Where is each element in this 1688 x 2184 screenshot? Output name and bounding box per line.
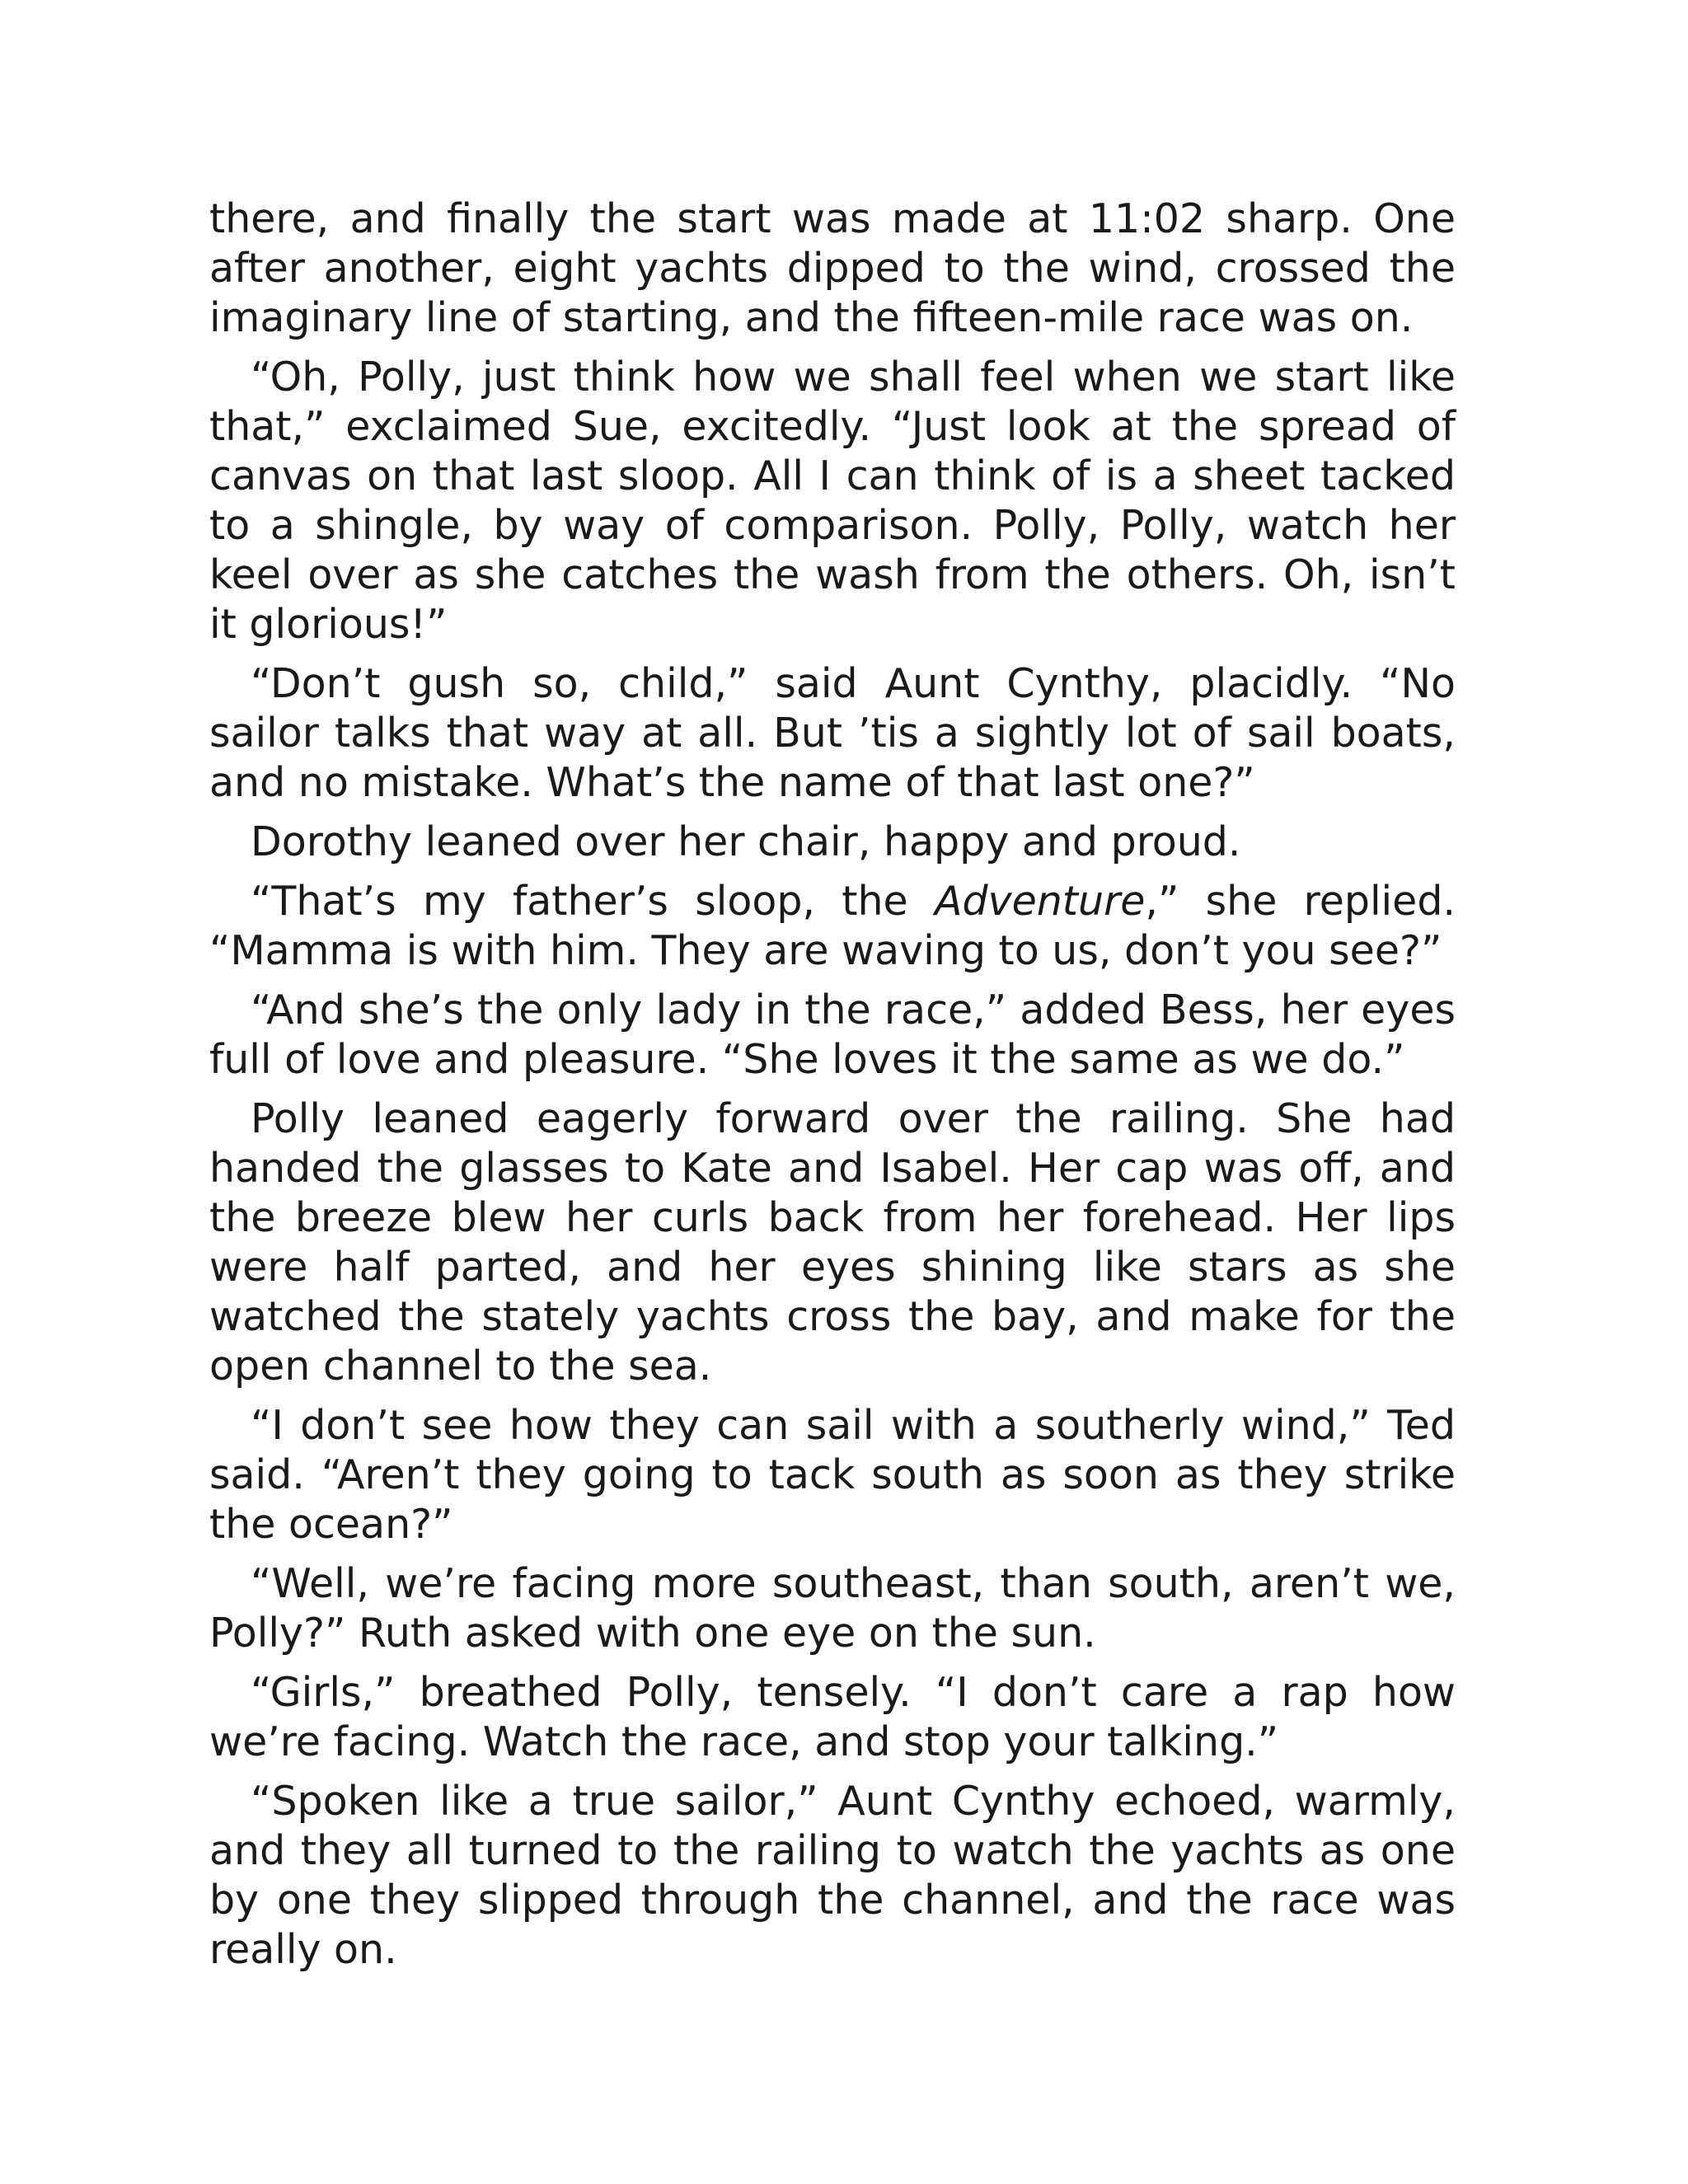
book-page <box>209 194 1456 1985</box>
paragraph-dorothy-reply <box>209 877 1456 976</box>
paragraph-dorothy-leaned: Dorothy leaned over her chair, happy and proud. <box>251 818 1241 865</box>
paragraph-final: “Spoken like a true sailor,” Aunt Cynthy echoed, warmly, and they all turned to the railing to watch the yachts as one by one they slipped through the channel, and the race was really on. <box>209 1778 1456 1973</box>
paragraph-aunt-cynthy-question: “Don’t gush so, child,” said Aunt Cynthy, placidly. “No sailor talks that way at all. But ’tis a sightly lot of sail boats, and no mistake. What’s the name of that last one?” <box>209 660 1456 806</box>
paragraph-polly-tensely: “Girls,” breathed Polly, tensely. “I don’t care a rap how we’re facing. Watch the race, and stop your talking.” <box>209 1669 1456 1765</box>
boat-name-italic: Adventure <box>934 878 1146 925</box>
paragraph-polly-railing: Polly leaned eagerly forward over the railing. She had handed the glasses to Kate and Isabel. Her cap was off, and the breeze blew her curls back from her forehead. Her lips were half parted, and her eyes shining like stars as she watched the stately yachts cross the bay, and make for the open channel to the sea. <box>209 1095 1456 1390</box>
paragraph-ruth: “Well, we’re facing more southeast, than south, aren’t we, Polly?” Ruth asked with one eye on the sun. <box>209 1560 1456 1657</box>
reply-text-after: ,” she replied. “Mamma is with him. They are waving to us, don’t you see?” <box>209 878 1456 974</box>
paragraph-ted: “I don’t see how they can sail with a southerly wind,” Ted said. “Aren’t they going to tack south as soon as they strike the ocean?” <box>209 1402 1456 1548</box>
paragraph-sue-excited: “Oh, Polly, just think how we shall feel when we start like that,” exclaimed Sue, excitedly. “Just look at the spread of canvas on that last sloop. All I can think of is a sheet tacked to a shingle, by way of comparison. Polly, Polly, watch her keel over as she catches the wash from the others. Oh, isn’t it glorious!” <box>209 354 1456 648</box>
reply-text-before: “That’s my father’s sloop, the <box>251 878 935 925</box>
paragraph-bess: “And she’s the only lady in the race,” added Bess, her eyes full of love and pleasure. “She loves it the same as we do.” <box>209 987 1456 1083</box>
paragraph-continuation: there, and finally the start was made at 11:02 sharp. One after another, eight yachts dipped to the wind, crossed the imaginary line of starting, and the fifteen-mile race was on. <box>209 195 1456 341</box>
